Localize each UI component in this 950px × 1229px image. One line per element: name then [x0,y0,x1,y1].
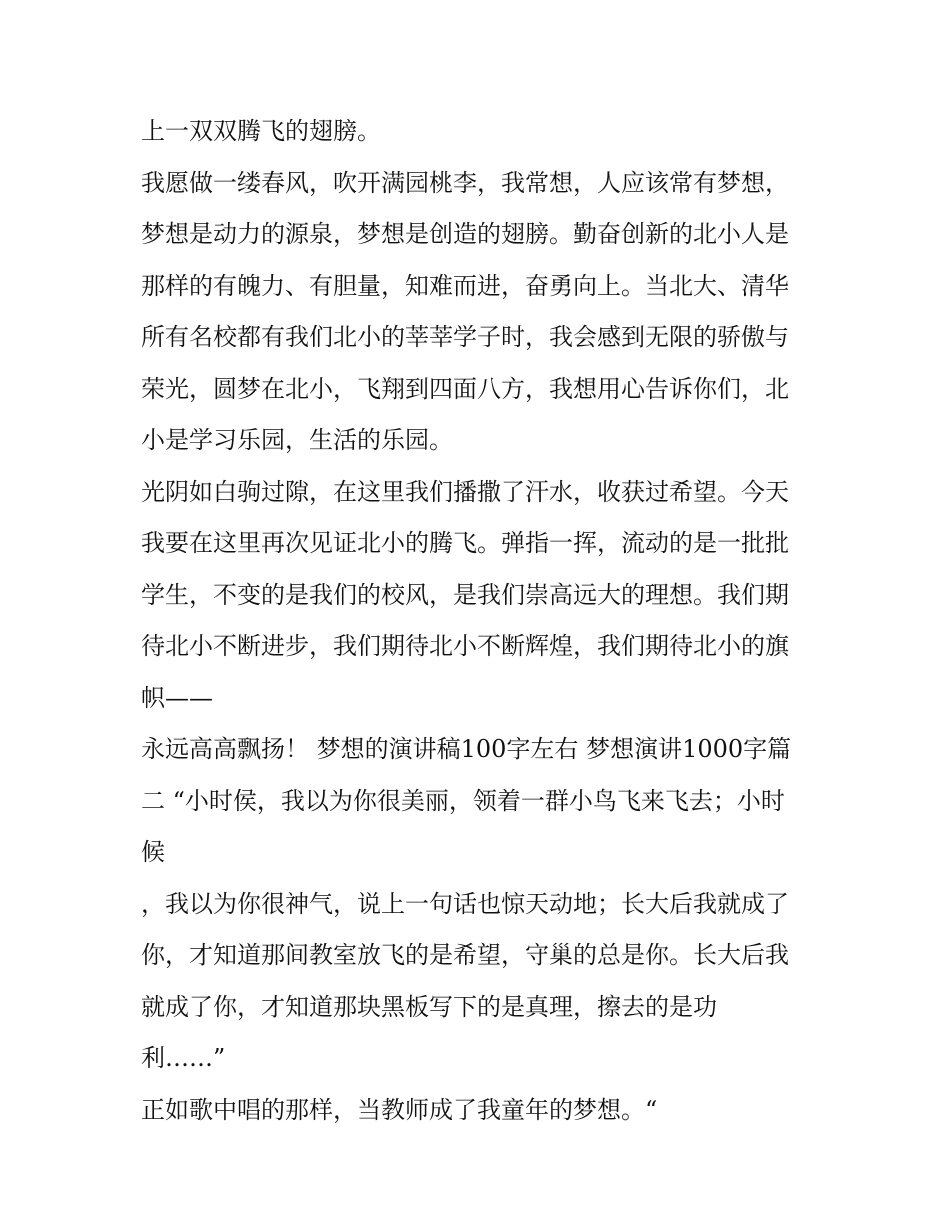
document-body [141,106,821,1136]
text-line: 帜—— [141,683,213,712]
text-line: 学生，不变的是我们的校风，是我们崇高远大的理想。我们期 [141,580,789,609]
text-line: 上一双双腾飞的翅膀。 [141,117,381,145]
text-line: 光阴如白驹过隙，在这里我们播撒了汗水，收获过希望。今天 [141,477,789,506]
text-line: ，我以为你很神气，说上一句话也惊天动地；长大后我就成了 [141,889,789,918]
text-line: 二 “小时侯，我以为你很美丽，领着一群小鸟飞来飞去；小时 [141,786,785,815]
text-line: 永远高高飘扬！ 梦想的演讲稿100字左右 梦想演讲1000字篇 [141,735,792,763]
text-line: 梦想是动力的源泉，梦想是创造的翅膀。勤奋创新的北小人是 [141,220,789,248]
text-line: 我愿做一缕春风，吹开满园桃李，我常想，人应该常有梦想， [141,168,789,197]
text-line: 利……” [141,1044,226,1072]
text-line: 小是学习乐园，生活的乐园。 [141,426,453,454]
text-line: 荣光，圆梦在北小，飞翔到四面八方，我想用心告诉你们，北 [141,374,789,403]
text-line: 那样的有魄力、有胆量，知难而进，奋勇向上。当北大、清华 [141,271,789,300]
text-line: 待北小不断进步，我们期待北小不断辉煌，我们期待北小的旗 [141,632,789,660]
text-line: 候 [141,838,165,866]
text-line: 你，才知道那间教室放飞的是希望，守巢的总是你。长大后我 [141,941,789,969]
text-line: 所有名校都有我们北小的莘莘学子时，我会感到无限的骄傲与 [141,323,789,351]
text-line: 就成了你，才知道那块黑板写下的是真理，擦去的是功 [141,992,717,1021]
text-line: 正如歌中唱的那样，当教师成了我童年的梦想。“ [141,1095,658,1124]
text-line: 我要在这里再次见证北小的腾飞。弹指一挥，流动的是一批批 [141,529,789,557]
